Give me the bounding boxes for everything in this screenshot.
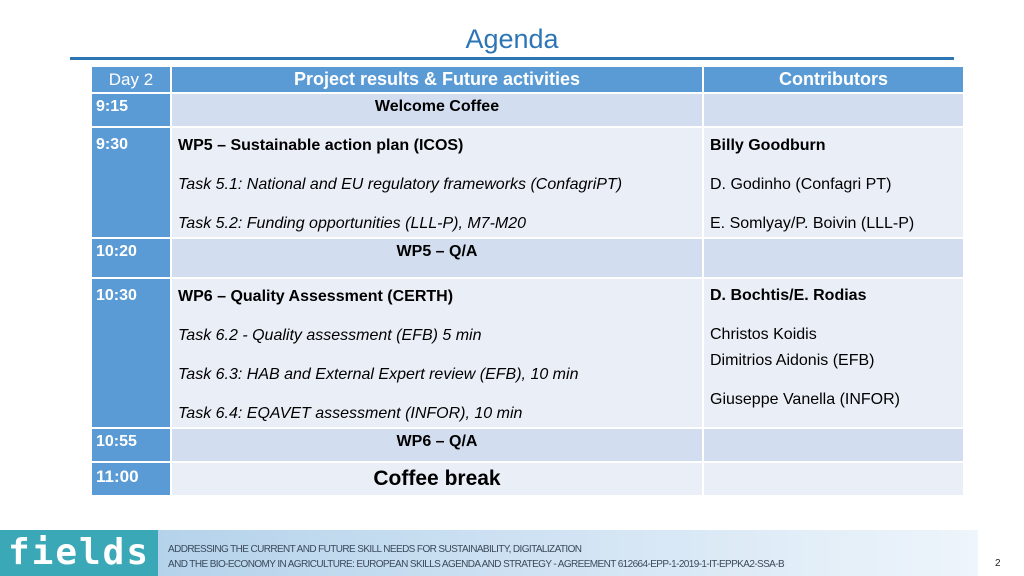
footer-line-2: AND THE BIO-ECONOMY IN AGRICULTURE: EUROPEAN SKILLS AGENDA AND STRATEGY - AGREEMENT 612664-EPP-1-2019-1-IT-EPPKA2-SSA-B	[168, 559, 785, 570]
row-contributors	[703, 428, 964, 462]
row-activity-title: Welcome Coffee	[171, 93, 703, 127]
row-activity-title: WP6 – Quality Assessment (CERTH)	[178, 288, 454, 305]
table-row	[91, 428, 964, 462]
contributor-item: Giuseppe Vanella (INFOR)	[710, 391, 900, 408]
task-item: Task 6.2 - Quality assessment (EFB) 5 min	[178, 327, 482, 344]
table-header-row	[91, 66, 964, 93]
task-item: Task 5.2: Funding opportunities (LLL-P), M7-M20	[178, 215, 527, 232]
page-number: 2	[995, 558, 1001, 569]
task-item: Task 6.4: EQAVET assessment (INFOR), 10 min	[178, 405, 523, 422]
footer-banner	[0, 530, 978, 576]
row-time: 10:30	[91, 278, 171, 428]
task-item: Task 5.1: National and EU regulatory frameworks (ConfagriPT)	[178, 176, 623, 193]
table-row	[91, 462, 964, 496]
row-activity	[171, 127, 703, 238]
row-activity-title: WP6 – Q/A	[171, 428, 703, 462]
row-time: 9:15	[91, 93, 171, 127]
task-item: Task 6.3: HAB and External Expert review (EFB), 10 min	[178, 366, 579, 383]
row-time: 11:00	[91, 462, 171, 496]
contributor-item: E. Somlyay/P. Boivin (LLL-P)	[710, 215, 915, 232]
contributor-item: D. Godinho (Confagri PT)	[710, 176, 892, 193]
row-contributors	[703, 238, 964, 278]
row-contributors	[703, 278, 964, 428]
contributor-lead: Billy Goodburn	[710, 137, 826, 154]
header-contributors: Contributors	[703, 66, 964, 93]
header-day: Day 2	[91, 66, 171, 93]
row-contributors	[703, 93, 964, 127]
table-row	[91, 93, 964, 127]
row-time: 10:20	[91, 238, 171, 278]
agenda-table	[90, 65, 965, 497]
row-time: 10:55	[91, 428, 171, 462]
footer-project-text	[168, 542, 968, 572]
row-activity-title: WP5 – Sustainable action plan (ICOS)	[178, 137, 464, 154]
footer-line-1: ADDRESSING THE CURRENT AND FUTURE SKILL NEEDS FOR SUSTAINABILITY, DIGITALIZATION	[168, 544, 582, 555]
row-contributors	[703, 462, 964, 496]
table-row	[91, 127, 964, 238]
row-contributors	[703, 127, 964, 238]
title-divider	[70, 57, 954, 60]
row-activity-title: WP5 – Q/A	[171, 238, 703, 278]
page-title: Agenda	[465, 24, 559, 54]
header-activities: Project results & Future activities	[171, 66, 703, 93]
row-activity	[171, 278, 703, 428]
row-time: 9:30	[91, 127, 171, 238]
table-row	[91, 278, 964, 428]
contributor-item: Dimitrios Aidonis (EFB)	[710, 352, 875, 369]
table-row	[91, 238, 964, 278]
contributor-item: Christos Koidis	[710, 326, 817, 343]
fields-logo: fields	[0, 530, 158, 576]
row-activity-title: Coffee break	[171, 462, 703, 496]
contributor-lead: D. Bochtis/E. Rodias	[710, 287, 867, 304]
